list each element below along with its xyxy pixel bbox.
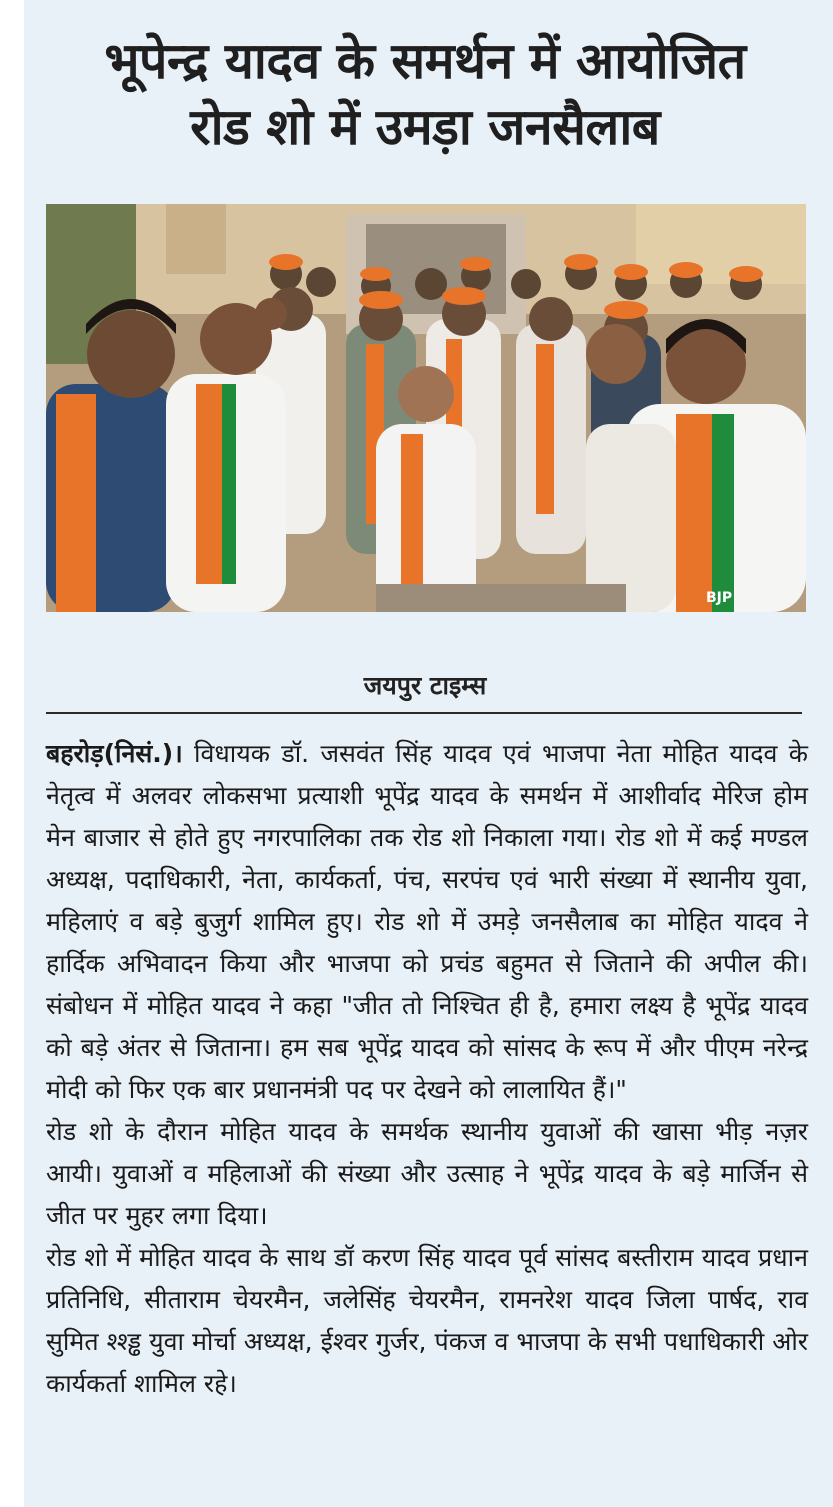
sash-logo-text: BJP: [706, 590, 733, 606]
headline-line-2: रोड शो में उमड़ा जनसैलाब: [190, 98, 660, 156]
paragraph-2: रोड शो के दौरान मोहित यादव के समर्थक स्थानीय युवाओं की खासा भीड़ नज़र आयी। युवाओं व महिलाओं की संख्या और उत्साह ने भूपेंद्र यादव के बड़े मार्जिन से जीत पर मुहर लगा दिया।: [46, 1117, 808, 1230]
paragraph-1-text: विधायक डॉ. जसवंत सिंह यादव एवं भाजपा नेता मोहित यादव के नेतृत्व में अलवर लोकसभा प्रत्याशी भूपेंद्र यादव के समर्थन में आशीर्वाद मेरिज होम मेन बाजार से होते हुए नगरपालिका तक रोड शो निकाला गया। रोड शो में कई मण्डल अध्यक्ष, पदाधिकारी, नेता, कार्यकर्ता, पंच, सरपंच एवं भारी संख्या में स्थानीय युवा, महिलाएं व बड़े बुजुर्ग शामिल हुए। रोड शो में उमड़े जनसैलाब का मोहित यादव ने हार्दिक अभिवादन किया और भाजपा को प्रचंड बहुमत से जिताने की अपील की। संबोधन में मोहित यादव ने कहा "जीत तो निश्चित ही है, हमारा लक्ष्य है भूपेंद्र यादव को बड़े अंतर से जिताना। हम सब भूपेंद्र यादव को सांसद के रूप में और पीएम नरेन्द्र मोदी को फिर एक बार प्रधानमंत्री पद पर देखने को लालायित हैं।": [46, 739, 808, 1104]
paragraph-3: रोड शो में मोहित यादव के साथ डॉ करण सिंह यादव पूर्व सांसद बस्तीराम यादव प्रधान प्रतिनिधि, सीताराम चेयरमैन, जलेसिंह चेयरमैन, रामनरेश यादव जिला पार्षद, राव सुमित श्श्ड्ढ युवा मोर्चा अध्यक्ष, ईश्वर गुर्जर, पंकज व भाजपा के सभी पधाधिकारी ओर कार्यकर्ता शामिल रहे।: [46, 1243, 808, 1398]
rally-photo-illustration: [46, 204, 806, 612]
headline-line-1: भूपेन्द्र यादव के समर्थन में आयोजित: [104, 32, 746, 90]
article-body: [46, 733, 808, 1405]
byline: जयपुर टाइम्स: [363, 671, 487, 700]
dateline: बहरोड़(निसं.)।: [46, 739, 183, 768]
paragraph-1: [46, 733, 808, 1111]
divider-rule: [46, 712, 802, 714]
news-photo: [46, 204, 806, 612]
page-margin: [0, 0, 24, 1507]
headline: [30, 28, 820, 160]
